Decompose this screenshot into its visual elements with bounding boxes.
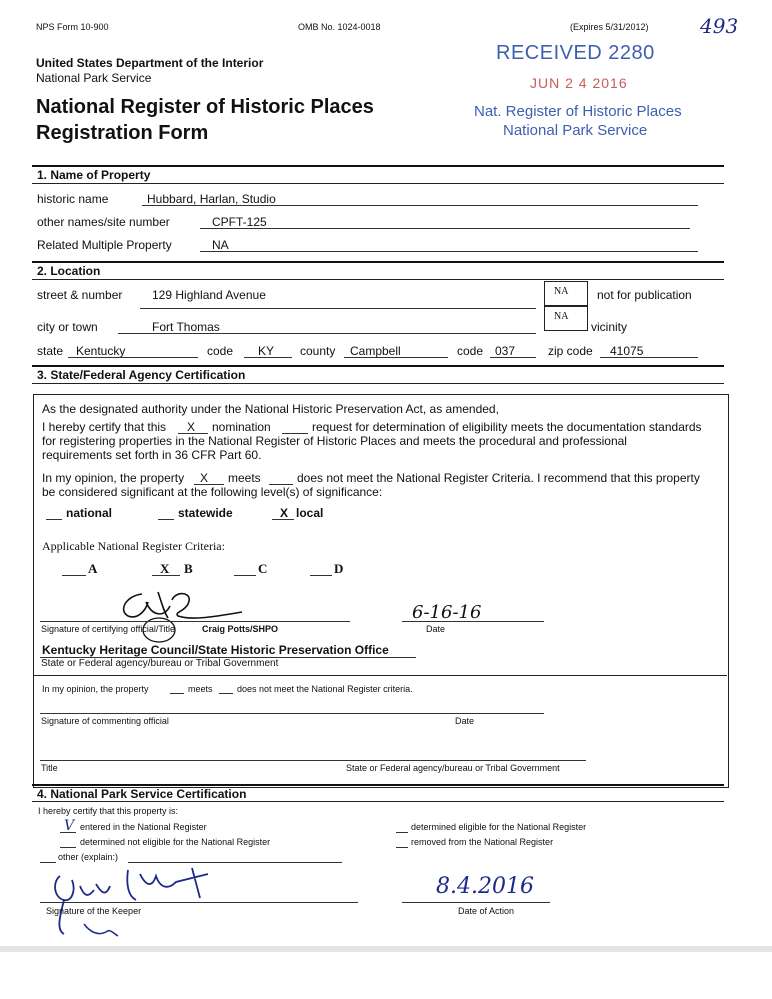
certify-line3: requirements set forth in 36 CFR Part 60. <box>42 448 262 462</box>
not-eligible-mark-line <box>60 847 76 848</box>
entered-mark-line <box>60 832 76 833</box>
request-text: request for determination of eligibility meets the documentation standards <box>312 420 702 434</box>
form-title-line2: Registration Form <box>36 122 209 144</box>
comment-opinion-prefix: In my opinion, the property <box>42 684 149 694</box>
zip-value[interactable]: 41075 <box>610 344 644 358</box>
date-of-action-label: Date of Action <box>458 906 515 916</box>
received-date-stamp: JUN 2 4 2016 <box>530 75 628 91</box>
stamp-service-line: National Park Service <box>503 122 648 139</box>
section2-heading-rule <box>32 279 724 280</box>
related-property-value[interactable]: NA <box>212 238 229 252</box>
county-code-value[interactable]: 037 <box>495 344 516 358</box>
comment-divider <box>33 675 727 676</box>
certifying-date-line <box>402 621 544 622</box>
form-number: NPS Form 10-900 <box>36 22 109 32</box>
state-code-value[interactable]: KY <box>258 344 275 358</box>
form-title-line1: National Register of Historic Places <box>36 96 374 118</box>
other-names-value[interactable]: CPFT-125 <box>212 215 267 229</box>
comment-meets-line <box>170 693 184 694</box>
county-value[interactable]: Campbell <box>350 344 401 358</box>
handwritten-number: 493 <box>700 14 739 38</box>
omb-number: OMB No. 1024-0018 <box>298 22 381 32</box>
nomination-mark[interactable]: X <box>187 420 196 434</box>
section2-top-rule <box>32 261 724 263</box>
keeper-signature-line <box>40 902 358 903</box>
section4-top-rule <box>32 784 724 786</box>
county-label: county <box>300 344 336 358</box>
comment-signature-line <box>40 713 544 714</box>
state-code-label: code <box>207 344 234 358</box>
removed-mark-line <box>396 847 408 848</box>
section1-heading-rule <box>32 183 724 184</box>
not-for-publication-box[interactable] <box>544 281 588 306</box>
street-value[interactable]: 129 Highland Avenue <box>152 288 266 302</box>
entered-label: entered in the National Register <box>80 822 207 832</box>
local-mark[interactable]: X <box>280 506 289 520</box>
determined-eligible-label[interactable]: determined eligible for the National Register <box>411 822 587 832</box>
level-local: local <box>296 506 324 520</box>
comment-not-meets-line <box>219 693 233 694</box>
keeper-signature <box>44 862 224 946</box>
opinion-line2: be considered significant at the following level(s) of significance: <box>42 485 383 499</box>
certifying-signature <box>112 588 252 624</box>
keeper-signature-label: Signature of the Keeper <box>46 906 142 916</box>
agency-name: Kentucky Heritage Council/State Historic Preservation Office <box>42 643 389 657</box>
vicinity-box[interactable] <box>544 306 588 331</box>
state-value[interactable]: Kentucky <box>76 344 126 358</box>
zip-label: zip code <box>548 344 593 358</box>
certifying-official-name: Craig Potts/SHPO <box>202 624 279 634</box>
page-bottom-edge <box>0 946 772 952</box>
section3-top-rule <box>32 365 724 367</box>
other-explain-label[interactable]: other (explain:) <box>58 852 119 862</box>
date-of-action-line <box>402 902 550 903</box>
statewide-mark-line <box>158 519 174 520</box>
zip-line <box>600 357 698 358</box>
not-for-publication-label: not for publication <box>597 288 692 302</box>
certifying-signature-label: Signature of certifying official/Title <box>41 624 176 634</box>
city-value[interactable]: Fort Thomas <box>152 320 220 334</box>
certify-prefix: I hereby certify that this <box>42 420 167 434</box>
historic-name-value[interactable]: Hubbard, Harlan, Studio <box>147 192 276 206</box>
section1-top-rule <box>32 165 724 167</box>
removed-label[interactable]: removed from the National Register <box>411 837 554 847</box>
comment-signature-label: Signature of commenting official <box>41 716 169 726</box>
county-code-label: code <box>457 344 484 358</box>
county-line <box>344 357 448 358</box>
title-line <box>40 760 586 761</box>
criteria-label: Applicable National Register Criteria: <box>42 539 225 553</box>
section2-heading: 2. Location <box>37 264 101 278</box>
nomination-label: nomination <box>212 420 271 434</box>
related-property-label: Related Multiple Property <box>37 238 172 252</box>
criterion-a-line <box>62 575 86 576</box>
comment-not-meets-label: does not meet the National Register criteria. <box>237 684 413 694</box>
authority-statement: As the designated authority under the National Historic Preservation Act, as amended, <box>42 402 499 416</box>
opinion-text: does not meet the National Register Criteria. I recommend that this property <box>297 471 700 485</box>
eligible-mark-line <box>396 832 408 833</box>
opinion-prefix: In my opinion, the property <box>42 471 185 485</box>
historic-name-line <box>142 205 698 206</box>
service-name: National Park Service <box>36 71 152 85</box>
level-national[interactable]: national <box>66 506 113 520</box>
certify-line2: for registering properties in the National Register of Historic Places and meets the procedural and professional <box>42 434 627 448</box>
historic-name-label: historic name <box>37 192 109 206</box>
vicinity-label: vicinity <box>591 320 628 334</box>
meets-label: meets <box>228 471 261 485</box>
stamp-register-line: Nat. Register of Historic Places <box>474 103 682 120</box>
local-mark-line <box>272 519 294 520</box>
level-statewide[interactable]: statewide <box>178 506 233 520</box>
state-label: state <box>37 344 64 358</box>
meets-mark[interactable]: X <box>200 471 209 485</box>
criterion-b-mark[interactable]: X <box>160 561 170 576</box>
criterion-c-line <box>234 575 256 576</box>
expiration-date: (Expires 5/31/2012) <box>570 22 649 32</box>
county-code-line <box>490 357 536 358</box>
agency-label-2: State or Federal agency/bureau or Tribal Government <box>346 763 560 773</box>
vicinity-value: NA <box>554 311 569 322</box>
not-for-publication-value: NA <box>554 286 569 297</box>
section1-heading: 1. Name of Property <box>37 168 151 182</box>
certifying-date-value: 6-16-16 <box>412 602 482 623</box>
city-label: city or town <box>37 320 98 334</box>
criterion-d[interactable]: D <box>334 561 344 576</box>
state-line <box>68 357 198 358</box>
national-mark-line <box>46 519 62 520</box>
certifying-date-label: Date <box>426 624 446 634</box>
determined-not-eligible-label[interactable]: determined not eligible for the National Register <box>80 837 271 847</box>
received-stamp: RECEIVED 2280 <box>496 42 655 64</box>
title-label: Title <box>41 763 58 773</box>
criterion-c[interactable]: C <box>258 561 268 576</box>
agency-label: State or Federal agency/bureau or Tribal Government <box>41 658 279 669</box>
state-code-line <box>244 357 292 358</box>
entered-check-mark[interactable]: V <box>64 818 75 834</box>
section4-heading: 4. National Park Service Certification <box>37 787 247 801</box>
section3-heading-rule <box>32 383 724 384</box>
related-property-line <box>200 251 698 252</box>
date-of-action-value: 8.4.2016 <box>436 874 534 899</box>
criterion-d-line <box>310 575 332 576</box>
department-name: United States Department of the Interior <box>36 56 264 70</box>
street-label: street & number <box>37 288 123 302</box>
city-line <box>118 333 536 334</box>
criterion-b: B <box>184 561 193 576</box>
nps-certify-text: I hereby certify that this property is: <box>38 806 179 816</box>
section3-heading: 3. State/Federal Agency Certification <box>37 368 246 382</box>
section4-heading-rule <box>32 801 724 802</box>
other-names-label: other names/site number <box>37 215 170 229</box>
criterion-b-line <box>152 575 180 576</box>
street-line <box>140 308 536 309</box>
certifying-signature-line <box>40 621 350 622</box>
comment-meets-label: meets <box>188 684 213 694</box>
criterion-a[interactable]: A <box>88 561 98 576</box>
comment-date-label: Date <box>455 716 475 726</box>
other-names-line <box>200 228 690 229</box>
